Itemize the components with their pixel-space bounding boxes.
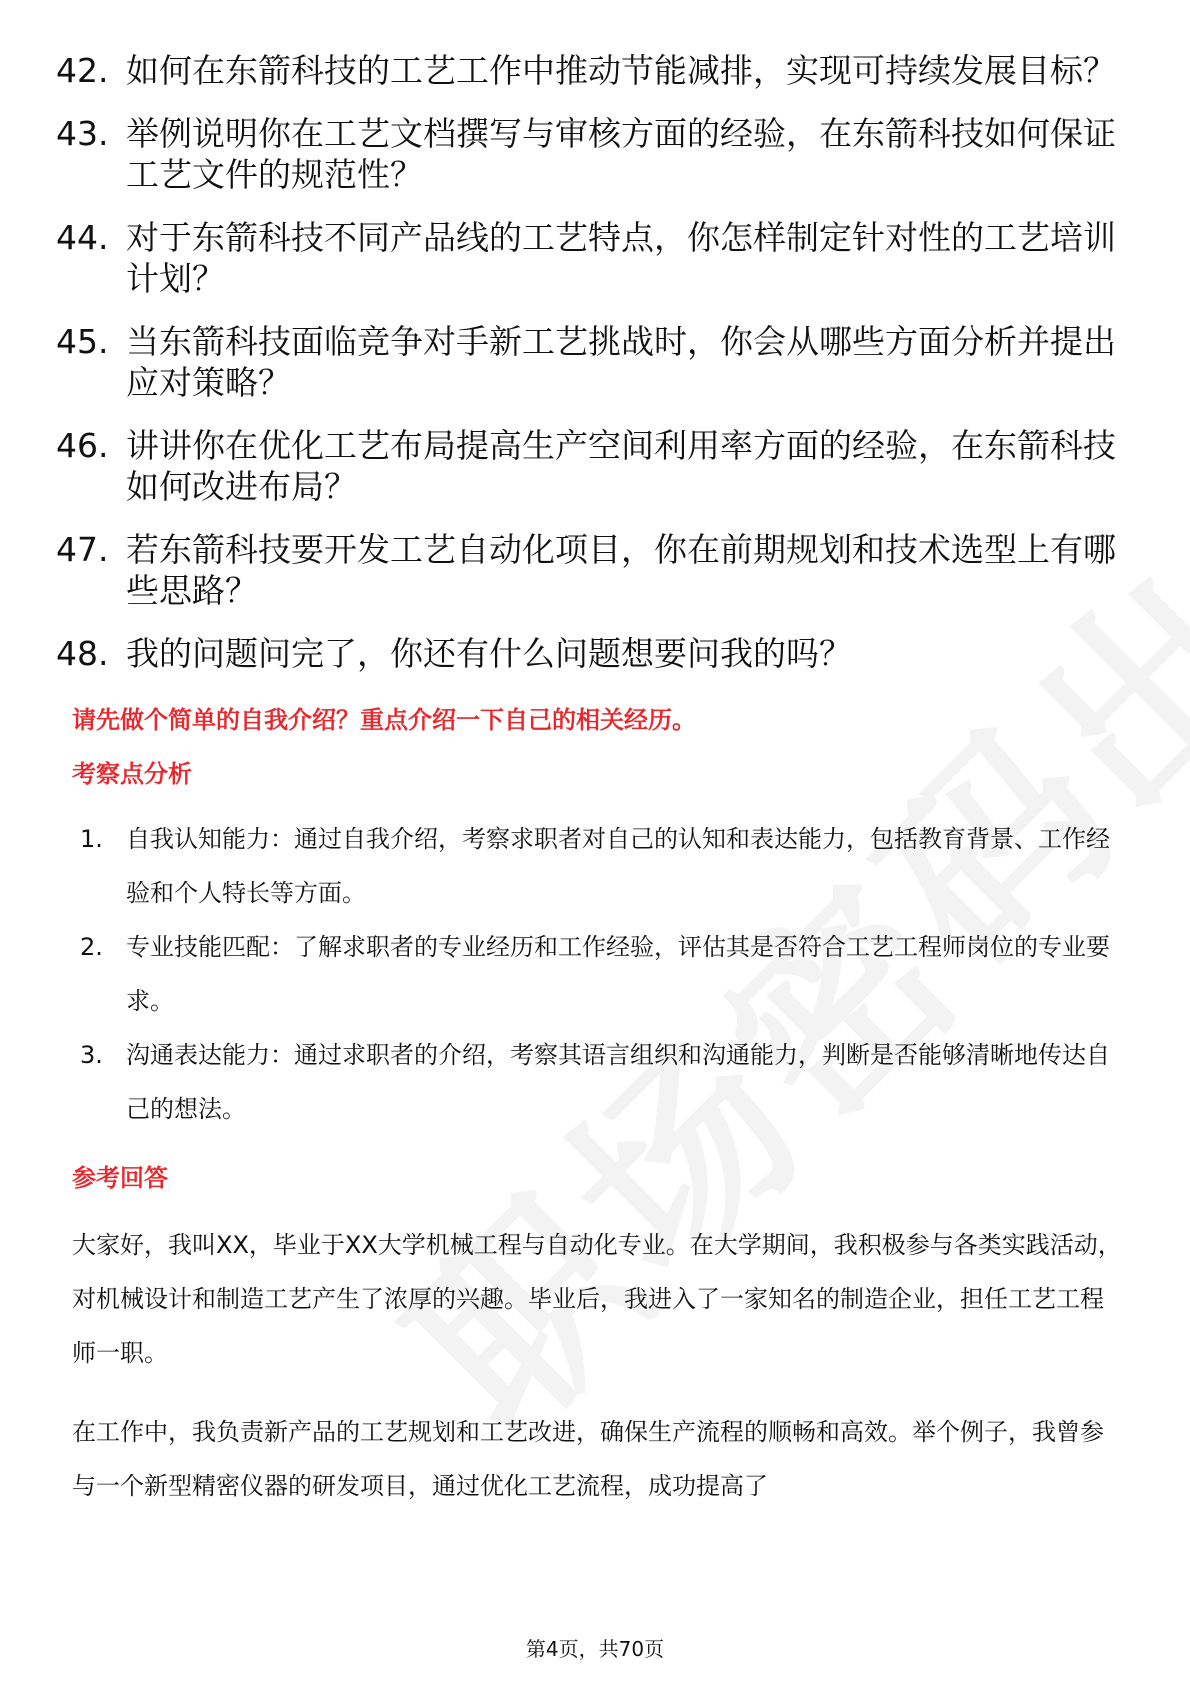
list-item	[56, 425, 1136, 507]
list-item	[56, 217, 1136, 299]
question-text: 讲讲你在优化工艺布局提高生产空间利用率方面的经验，在东箭科技如何改进布局？	[126, 426, 1116, 506]
question-text: 若东箭科技要开发工艺自动化项目，你在前期规划和技术选型上有哪些思路？	[126, 530, 1116, 610]
analysis-text: 沟通表达能力：通过求职者的介绍，考察其语言组织和沟通能力，判断是否能够清晰地传达自己的想法。	[126, 1041, 1110, 1123]
question-number: 42.	[56, 51, 109, 90]
analysis-number: 1.	[80, 825, 103, 853]
analysis-list	[80, 812, 1120, 1136]
question-text: 当东箭科技面临竞争对手新工艺挑战时，你会从哪些方面分析并提出应对策略？	[126, 322, 1116, 402]
question-text: 举例说明你在工艺文档撰写与审核方面的经验，在东箭科技如何保证工艺文件的规范性？	[126, 114, 1116, 194]
question-number: 43.	[56, 114, 109, 153]
question-number: 45.	[56, 322, 109, 361]
analysis-text: 自我认知能力：通过自我介绍，考察求职者对自己的认知和表达能力，包括教育背景、工作经验和个人特长等方面。	[126, 825, 1110, 907]
analysis-number: 3.	[80, 1041, 103, 1069]
list-item	[80, 1028, 1120, 1136]
analysis-heading: 考察点分析	[72, 760, 192, 788]
section-question-heading: 请先做个简单的自我介绍？重点介绍一下自己的相关经历。	[72, 706, 696, 734]
question-text: 对于东箭科技不同产品线的工艺特点，你怎样制定针对性的工艺培训计划？	[126, 218, 1116, 298]
question-number: 46.	[56, 426, 109, 465]
question-number: 47.	[56, 530, 109, 569]
answer-paragraph: 在工作中，我负责新产品的工艺规划和工艺改进，确保生产流程的顺畅和高效。举个例子，我曾参与一个新型精密仪器的研发项目，通过优化工艺流程，成功提高了	[72, 1418, 1104, 1500]
list-item	[56, 633, 1136, 674]
answer-heading: 参考回答	[72, 1164, 168, 1192]
question-number: 48.	[56, 634, 109, 673]
list-item	[56, 50, 1136, 91]
analysis-text: 专业技能匹配：了解求职者的专业经历和工作经验，评估其是否符合工艺工程师岗位的专业要求。	[126, 933, 1110, 1015]
question-text: 我的问题问完了，你还有什么问题想要问我的吗？	[126, 634, 852, 673]
question-text: 如何在东箭科技的工艺工作中推动节能减排，实现可持续发展目标？	[126, 51, 1116, 90]
answer-paragraph: 大家好，我叫XX，毕业于XX大学机械工程与自动化专业。在大学期间，我积极参与各类实践活动，对机械设计和制造工艺产生了浓厚的兴趣。毕业后，我进入了一家知名的制造企业，担任工艺工程师一职。	[72, 1231, 1122, 1367]
list-item	[80, 920, 1120, 1028]
list-item	[80, 812, 1120, 920]
list-item	[56, 113, 1136, 195]
page-footer: 第4页，共70页	[525, 1637, 665, 1661]
list-item	[56, 321, 1136, 403]
analysis-number: 2.	[80, 933, 103, 961]
list-item	[56, 529, 1136, 611]
question-number: 44.	[56, 218, 109, 257]
question-list	[56, 50, 1136, 696]
